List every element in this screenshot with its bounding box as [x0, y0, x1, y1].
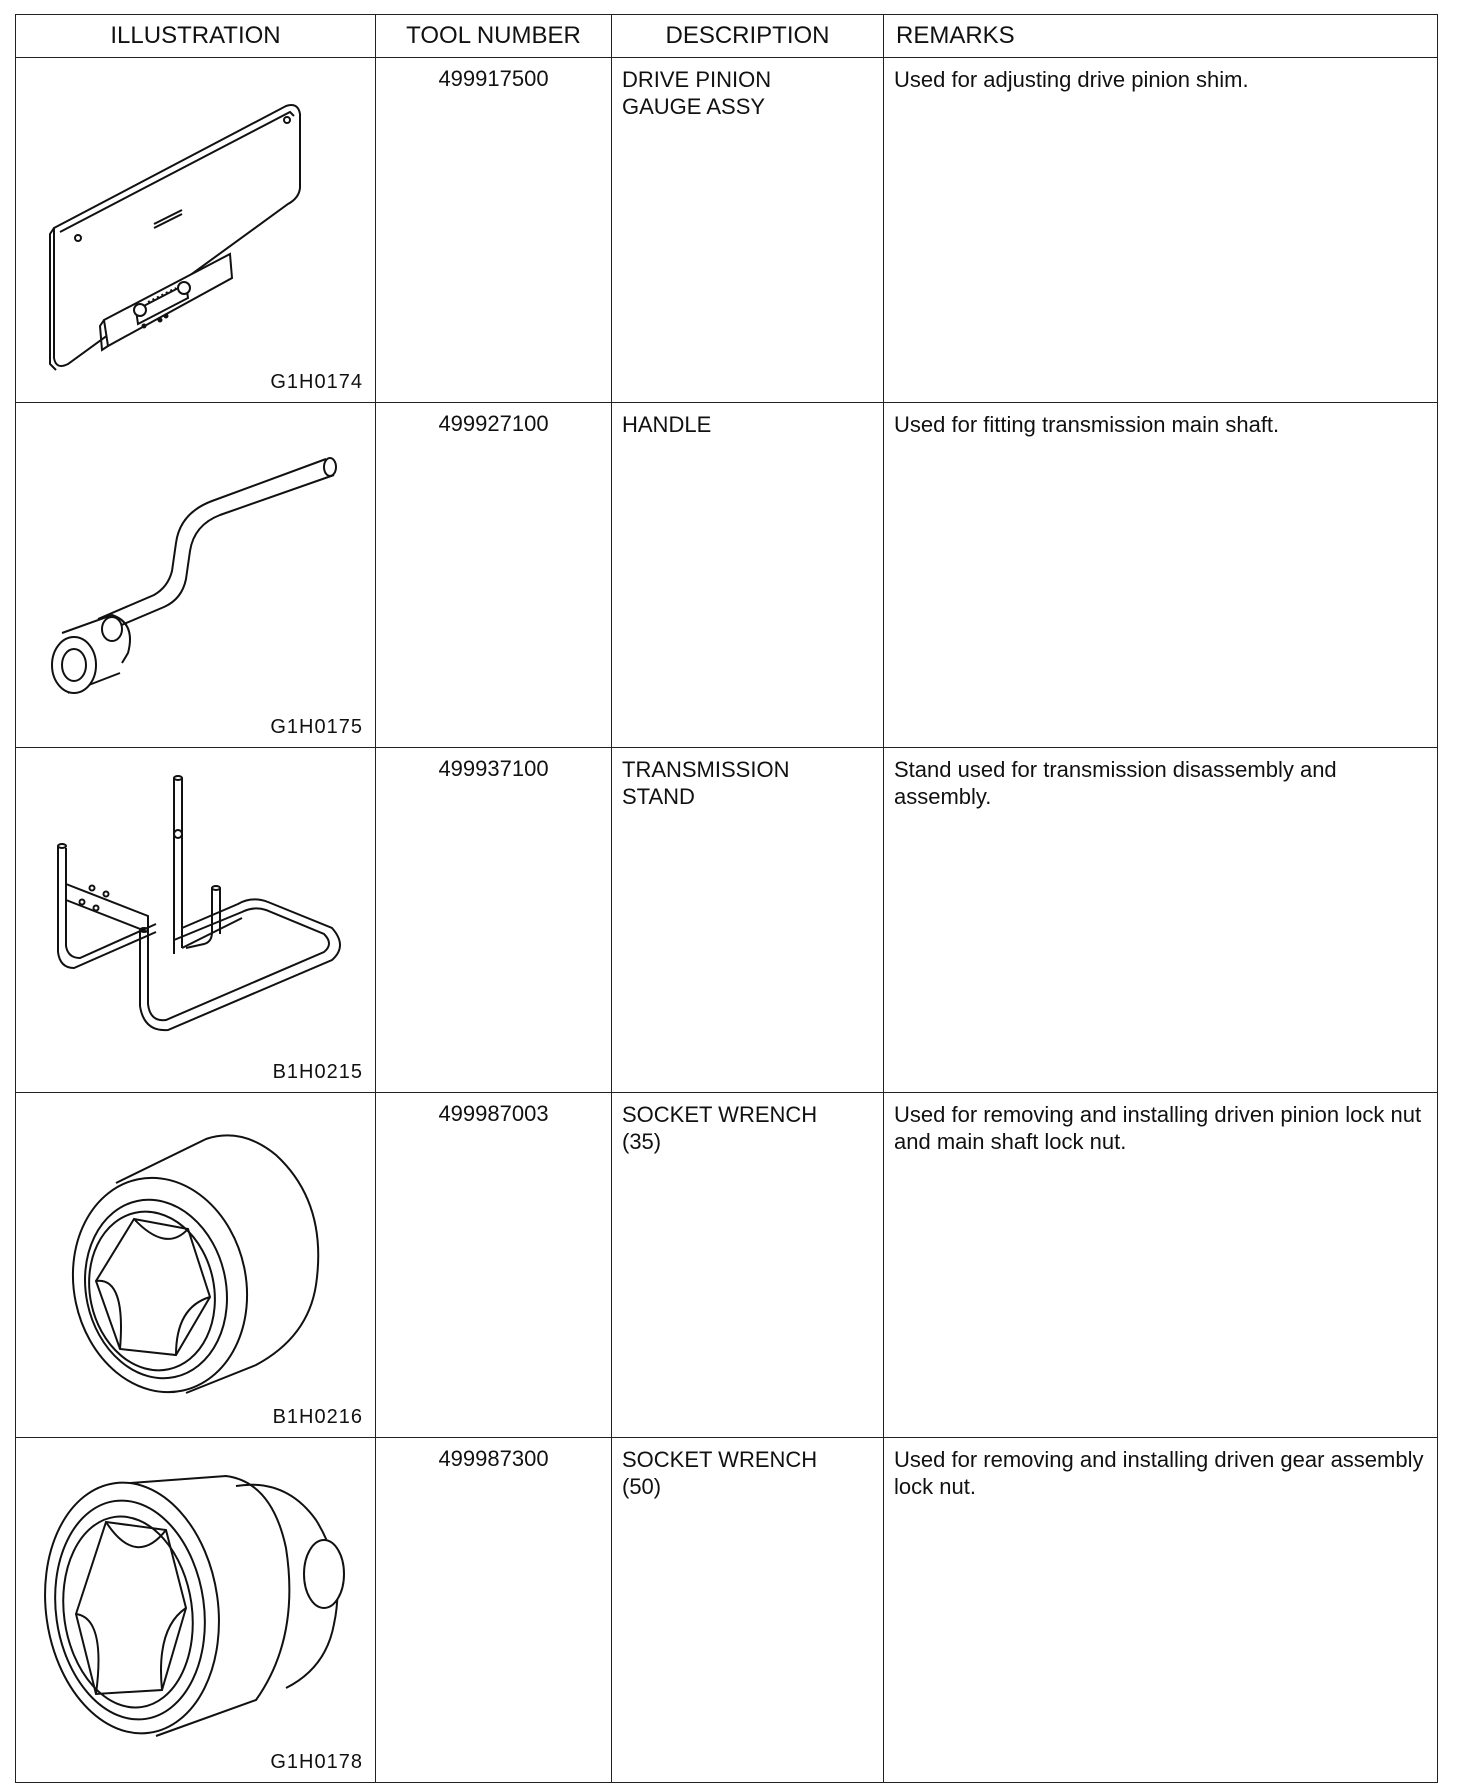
- special-tools-table: [15, 14, 1438, 1783]
- tool-table-page: [15, 14, 1437, 1773]
- socket-wrench-large-icon: [16, 1438, 376, 1774]
- handle-icon: [16, 403, 376, 739]
- header-tool-number: TOOL NUMBER: [376, 15, 612, 58]
- table-header-row: [16, 15, 1438, 58]
- pinion-gauge-icon: [16, 58, 376, 394]
- figure-code: G1H0175: [270, 716, 363, 738]
- tool-description: SOCKET WRENCH (50): [612, 1438, 884, 1783]
- illustration-cell: [16, 403, 376, 748]
- illustration-cell: [16, 58, 376, 403]
- table-row: [16, 403, 1438, 748]
- tool-remarks: Used for removing and installing driven pinion lock nut and main shaft lock nut.: [884, 1093, 1438, 1438]
- tool-description: HANDLE: [612, 403, 884, 748]
- table-row: [16, 748, 1438, 1093]
- header-remarks: REMARKS: [884, 15, 1438, 58]
- illustration-cell: [16, 748, 376, 1093]
- transmission-stand-icon: [16, 748, 376, 1084]
- tool-description: TRANSMISSION STAND: [612, 748, 884, 1093]
- figure-code: G1H0178: [270, 1751, 363, 1773]
- tool-remarks: Used for removing and installing driven gear assembly lock nut.: [884, 1438, 1438, 1783]
- tool-description: DRIVE PINION GAUGE ASSY: [612, 58, 884, 403]
- table-row: [16, 58, 1438, 403]
- tool-description: SOCKET WRENCH (35): [612, 1093, 884, 1438]
- tool-number: 499927100: [376, 403, 612, 748]
- figure-code: B1H0216: [272, 1406, 363, 1428]
- figure-code: G1H0174: [270, 371, 363, 393]
- tool-number: 499987300: [376, 1438, 612, 1783]
- tool-remarks: Stand used for transmission disassembly and assembly.: [884, 748, 1438, 1093]
- illustration-cell: [16, 1093, 376, 1438]
- table-row: [16, 1093, 1438, 1438]
- header-description: DESCRIPTION: [612, 15, 884, 58]
- figure-code: B1H0215: [272, 1061, 363, 1083]
- socket-wrench-icon: [16, 1093, 376, 1429]
- tool-remarks: Used for adjusting drive pinion shim.: [884, 58, 1438, 403]
- illustration-cell: [16, 1438, 376, 1783]
- tool-number: 499917500: [376, 58, 612, 403]
- tool-number: 499987003: [376, 1093, 612, 1438]
- table-row: [16, 1438, 1438, 1783]
- tool-remarks: Used for fitting transmission main shaft.: [884, 403, 1438, 748]
- tool-number: 499937100: [376, 748, 612, 1093]
- header-illustration: ILLUSTRATION: [16, 15, 376, 58]
